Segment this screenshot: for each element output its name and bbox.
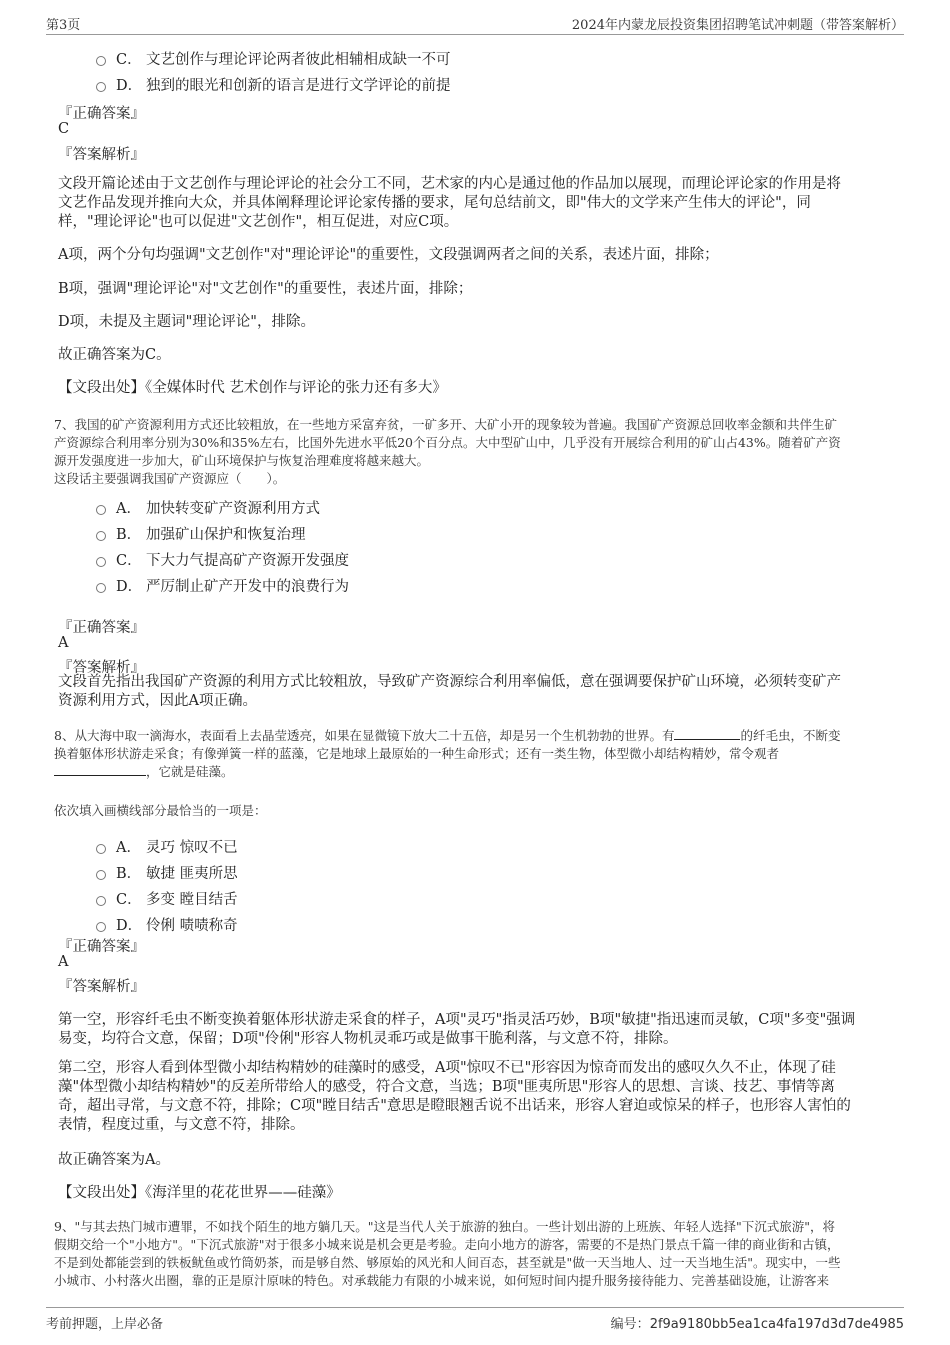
option-d[interactable]: D． 伶俐 啧啧称奇 <box>96 914 238 935</box>
correct-answer-value: A <box>58 954 69 970</box>
analysis-label: 『答案解析』 <box>58 147 145 163</box>
analysis-label: 『答案解析』 <box>58 660 145 676</box>
page-header <box>46 12 904 35</box>
document-code: 编号：2f9a9180bb5ea1ca4fa197d3d7de4985 <box>610 1317 904 1332</box>
radio-icon[interactable] <box>96 870 106 880</box>
question-stem: 9、"与其去热门城市遭罪，不如找个陌生的地方躺几天。"这是当代人关于旅游的独白。一些计划出游的上班族、年轻人选择"下沉式旅游"，将 假期交给一个"小地方"。"下沉式旅游"对于很多小城来说是机会更是考验。走向小地方的游客，需要的不是热门景点千篇一律的商业街和古镇， 不是到处都能尝到的铁板鱿鱼或竹筒奶茶，而是够自然、够原始的风光和人间百态，甚至就是"做一天当地人、过一天当地生活"。现实中，一些 小城市、小村落火出圈，靠的正是原汁原味的特色。对承载能力有限的小城来说，如何短时间内提升服务接待能力、完善基础设施，让游客来 <box>54 1219 841 1288</box>
radio-icon[interactable] <box>96 56 106 66</box>
correct-answer-label: 『正确答案』 <box>58 939 145 955</box>
option-b[interactable]: B． 敏捷 匪夷所思 <box>96 862 238 883</box>
option-c[interactable]: C． 多变 瞠目结舌 <box>96 888 238 909</box>
source-citation: 【文段出处】《海洋里的花花世界——硅藻》 <box>58 1185 341 1201</box>
correct-answer-label: 『正确答案』 <box>58 106 145 122</box>
radio-icon[interactable] <box>96 82 106 92</box>
document-title: 2024年内蒙龙辰投资集团招聘笔试冲刺题（带答案解析） <box>571 18 904 33</box>
footer-slogan: 考前押题，上岸必备 <box>46 1317 164 1332</box>
analysis-paragraph: 第二空，形容人看到体型微小却结构精妙的硅藻时的感受，A项"惊叹不已"形容因为惊奇而发出的感叹久久不止，体现了硅 藻"体型微小却结构精妙"的反差所带给人的感受，符合文意，当选；B项"匪夷所思"形容人的思想、言谈、技艺、事情等离 奇，超出寻常，与文意不符，排除；C项"瞠目结舌"意思是瞪眼翘舌说不出话来，形容人窘迫或惊呆的样子，也形容人害怕的 表情，程度过重，与文意不符，排除。 <box>58 1060 851 1133</box>
page-footer <box>46 1307 904 1332</box>
analysis-paragraph: 第一空，形容纤毛虫不断变换着躯体形状游走采食的样子，A项"灵巧"指灵活巧妙，B项"敏捷"指迅速而灵敏，C项"多变"强调 易变，均符合文意，保留；D项"伶俐"形容人物机灵乖巧或是做事干脆利落，与文意不符，排除。 <box>58 1012 856 1047</box>
conclusion: 故正确答案为A。 <box>58 1152 170 1168</box>
question-stem: 8、从大海中取一滴海水，表面看上去晶莹透亮，如果在显微镜下放大二十五倍，却是另一个生机勃勃的世界。有 的纤毛虫，不断变 换着躯体形状游走采食；有像弹簧一样的蓝藻，它是地球上最原始的一种生命形式；还有一类生物，体型微小却结构精妙，常令观者 ，它就是硅藻。 <box>54 728 841 779</box>
option-c[interactable]: C． 文艺创作与理论评论两者彼此相辅相成缺一不可 <box>96 48 451 69</box>
option-c[interactable]: C． 下大力气提高矿产资源开发强度 <box>96 549 349 570</box>
option-d[interactable]: D． 严厉制止矿产开发中的浪费行为 <box>96 575 349 596</box>
fill-blank-2 <box>54 775 146 776</box>
radio-icon[interactable] <box>96 583 106 593</box>
fill-blank-1 <box>674 739 740 740</box>
option-b[interactable]: B． 加强矿山保护和恢复治理 <box>96 523 306 544</box>
correct-answer-value: A <box>58 635 69 651</box>
analysis-paragraph: 文段首先指出我国矿产资源的利用方式比较粗放，导致矿产资源综合利用率偏低，意在强调要保护矿山环境，必须转变矿产 资源利用方式，因此A项正确。 <box>58 674 841 709</box>
radio-icon[interactable] <box>96 557 106 567</box>
radio-icon[interactable] <box>96 896 106 906</box>
radio-icon[interactable] <box>96 531 106 541</box>
option-a[interactable]: A． 灵巧 惊叹不已 <box>96 836 238 857</box>
radio-icon[interactable] <box>96 844 106 854</box>
analysis-option-b: B项，强调"理论评论"对"文艺创作"的重要性，表述片面，排除； <box>58 281 473 297</box>
radio-icon[interactable] <box>96 922 106 932</box>
question-stem: 7、我国的矿产资源利用方式还比较粗放，在一些地方采富弃贫，一矿多开、大矿小开的现象较为普遍。我国矿产资源总回收率金额和共伴生矿 产资源综合利用率分别为30%和35%左右，比国外先进水平低20个百分点。大中型矿山中，几乎没有开展综合利用的矿山占43%。随着矿产资 源开发强度进一步加大，矿山环境保护与恢复治理难度将越来越大。 这段话主要强调我国矿产资源应（ ）。 <box>54 417 841 486</box>
option-a[interactable]: A． 加快转变矿产资源利用方式 <box>96 497 320 518</box>
option-d[interactable]: D． 独到的眼光和创新的语言是进行文学评论的前提 <box>96 74 451 95</box>
analysis-option-d: D项，未提及主题词"理论评论"，排除。 <box>58 314 315 330</box>
analysis-paragraph: 文段开篇论述由于文艺创作与理论评论的社会分工不同，艺术家的内心是通过他的作品加以展现，而理论评论家的作用是将 文艺作品发现并推向大众，并具体阐释理论评论家传播的要求，尾句总结前文，即"伟大的文学来产生伟大的评论"，同 样，"理论评论"也可以促进"文艺创作"，相互促进，对应C项。 <box>58 176 841 230</box>
page-number: 第3页 <box>46 18 81 33</box>
analysis-option-a: A项，两个分句均强调"文艺创作"对"理论评论"的重要性，文段强调两者之间的关系，表述片面，排除； <box>58 247 719 263</box>
source-citation: 【文段出处】《全媒体时代 艺术创作与评论的张力还有多大》 <box>58 380 447 396</box>
analysis-label: 『答案解析』 <box>58 979 145 995</box>
radio-icon[interactable] <box>96 505 106 515</box>
question-prompt: 依次填入画横线部分最恰当的一项是： <box>54 803 267 818</box>
correct-answer-value: C <box>58 121 70 137</box>
conclusion: 故正确答案为C。 <box>58 347 171 363</box>
correct-answer-label: 『正确答案』 <box>58 620 145 636</box>
